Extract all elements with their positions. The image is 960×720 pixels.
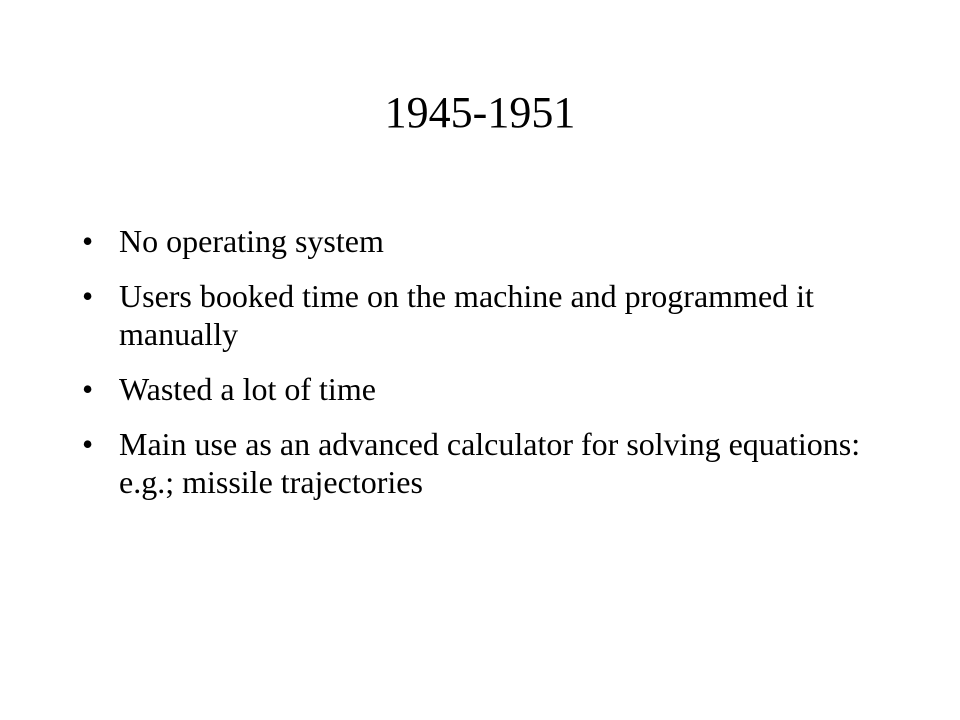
bullet-list bbox=[82, 222, 902, 518]
bullet-text: Wasted a lot of time bbox=[119, 371, 376, 407]
bullet-item bbox=[82, 277, 902, 353]
bullet-icon: • bbox=[82, 371, 94, 407]
bullet-item bbox=[82, 425, 902, 501]
bullet-icon: • bbox=[82, 278, 94, 314]
bullet-text: No operating system bbox=[119, 223, 384, 259]
bullet-item bbox=[82, 370, 902, 408]
slide-title: 1945-1951 bbox=[384, 88, 576, 137]
bullet-icon: • bbox=[82, 223, 94, 259]
bullet-icon: • bbox=[82, 426, 94, 462]
bullet-text: Users booked time on the machine and programmed it manually bbox=[119, 278, 814, 352]
bullet-text: Main use as an advanced calculator for solving equations: e.g.; missile trajectories bbox=[119, 426, 861, 500]
bullet-item bbox=[82, 222, 902, 260]
